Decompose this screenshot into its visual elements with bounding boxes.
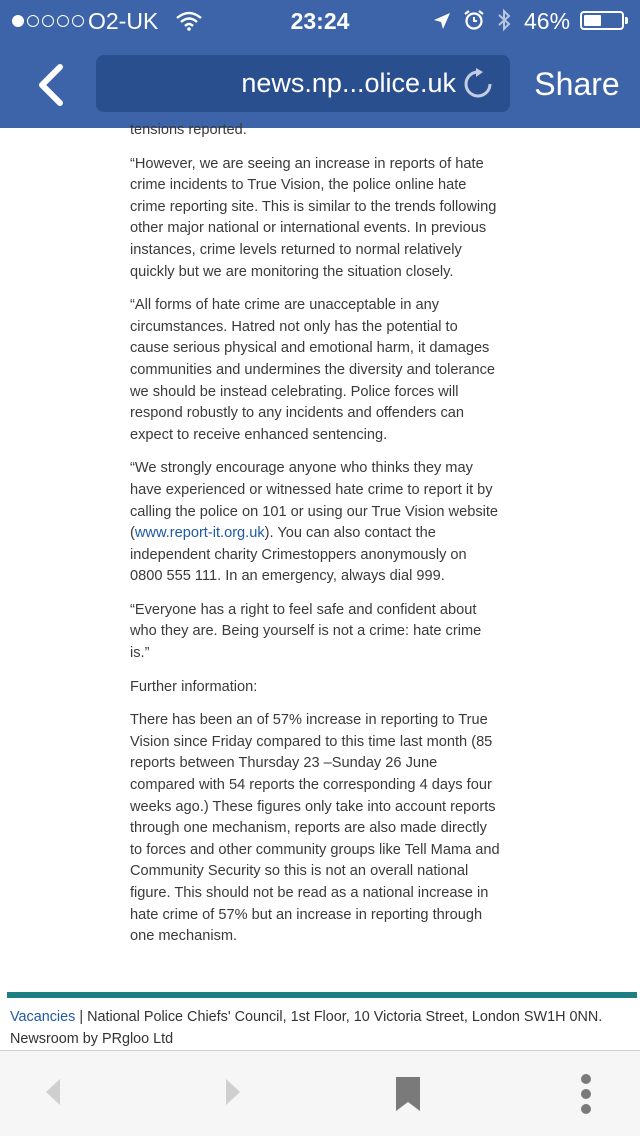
- article-paragraph: “However, we are seeing an increase in reports of hate crime incidents to True Vision, the police online hate crime reporting site. This is similar to the trends following other major national or international events. In previous instances, crime levels returned to normal relatively quickly but we are monitoring the situation closely.: [130, 155, 497, 280]
- reload-icon: [462, 68, 494, 100]
- article-paragraph: “Everyone has a right to feel safe and confident about who they are. Being yourself is not a crime: hate crime is.”: [130, 601, 482, 662]
- forward-arrow-icon: [218, 1075, 246, 1109]
- url-text: news.np...olice.uk: [241, 68, 456, 98]
- status-bar: [0, 0, 640, 40]
- back-arrow-icon: [40, 1075, 68, 1109]
- battery-percent: 46%: [524, 8, 571, 34]
- page-footer: [10, 1006, 635, 1050]
- footer-divider: [7, 992, 637, 998]
- reload-button[interactable]: [462, 68, 494, 100]
- article-lead-fragment: tensions reported.: [130, 122, 247, 138]
- share-button[interactable]: Share: [534, 66, 620, 102]
- report-it-link[interactable]: www.report-it.org.uk: [134, 525, 265, 542]
- article-paragraph: “All forms of hate crime are unacceptable in any circumstances. Hatred not only has the potential to cause serious physical and emotional harm, it damages communities and undermines the diversity and tolerance we should be instead celebrating. Police forces will respond robustly to any incidents and offenders can expect to receive enhanced sentencing.: [130, 297, 496, 443]
- article-body: [130, 120, 500, 960]
- bluetooth-icon: [496, 8, 512, 37]
- more-options-icon: [574, 1073, 598, 1115]
- location-arrow-icon: [432, 10, 452, 36]
- browser-toolbar: [0, 1050, 640, 1136]
- vacancies-link[interactable]: Vacancies: [10, 1009, 76, 1025]
- paragraph-text: “We strongly encourage anyone who thinks they may have experienced or witnessed hate crime to report it by calling the police on 101 or using our True Vision website (: [130, 460, 499, 542]
- footer-address: | National Police Chiefs' Council, 1st Floor, 10 Victoria Street, London SW1H 0NN.: [75, 1009, 603, 1025]
- toolbar-bookmark-button[interactable]: [394, 1075, 422, 1118]
- toolbar-back-button[interactable]: [40, 1075, 68, 1114]
- further-information-heading: Further information:: [130, 678, 258, 695]
- paragraph-text: ). You can also contact the independent charity Crimestoppers anonymously on 0800 555 111. In an emergency, always dial 999.: [130, 525, 467, 585]
- address-bar[interactable]: [96, 55, 510, 112]
- newsroom-credit: Newsroom by PRgloo Ltd: [10, 1031, 174, 1047]
- article-paragraph: [130, 458, 500, 588]
- browser-nav-bar: [0, 40, 640, 128]
- article-paragraph: There has been an of 57% increase in reporting to True Vision since Friday compared to this time last month (85 reports between Thursday 23 –Sunday 26 June compared with 54 reports the corresponding 4 days four weeks ago.) These figures only take into account reports through one mechanism, reports are also made directly to forces and other community groups like Tell Mama and Community Security so this is not an overall national figure. This should not be read as a national increase in hate crime of 57% but an increase in reporting through one mechanism.: [130, 712, 500, 945]
- bookmark-icon: [394, 1075, 422, 1113]
- alarm-clock-icon: [463, 9, 485, 36]
- toolbar-forward-button[interactable]: [218, 1075, 246, 1114]
- carrier-name: O2-UK: [88, 8, 159, 34]
- chevron-left-icon: [34, 64, 74, 106]
- toolbar-more-button[interactable]: [574, 1073, 598, 1120]
- footer-address-line: [10, 1006, 635, 1028]
- back-button[interactable]: [34, 64, 74, 106]
- battery-icon: [580, 11, 624, 30]
- status-time: 23:24: [290, 8, 350, 34]
